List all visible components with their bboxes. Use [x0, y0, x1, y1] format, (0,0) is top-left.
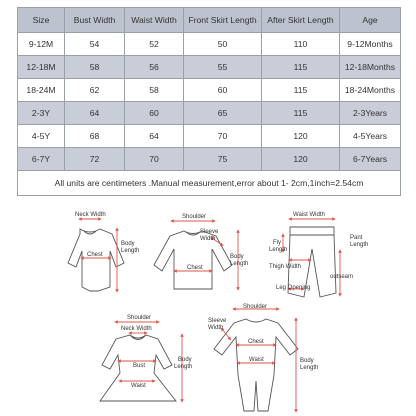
table-row	[18, 148, 401, 171]
header-waist-width: Waist Width	[125, 8, 184, 33]
dress-shoulder-label: Shoulder	[127, 315, 152, 321]
pants-pant-label-2: Length	[350, 242, 369, 248]
cell-size: 9-12M	[18, 33, 65, 56]
cell-after: 120	[262, 125, 340, 148]
table-row	[18, 56, 401, 79]
shirt-sleeve-label-2: Width	[200, 236, 216, 242]
table-row	[18, 125, 401, 148]
size-chart-table	[17, 7, 401, 196]
dress-body-label-2: Length	[174, 364, 193, 370]
jumpsuit-chest-label: Chest	[248, 339, 264, 345]
cell-after: 120	[262, 148, 340, 171]
header-after-skirt-length: After Skirt Length	[262, 8, 340, 33]
pants-fly-label-1: Fly	[273, 240, 281, 246]
shirt-chest-label: Chest	[187, 265, 203, 271]
cell-after: 110	[262, 33, 340, 56]
cell-bust: 54	[65, 33, 125, 56]
cell-front: 70	[184, 125, 262, 148]
cell-waist: 58	[125, 79, 184, 102]
romper-neck-label: Neck Width	[75, 212, 106, 218]
table-row	[18, 33, 401, 56]
romper-body-label-2: Length	[121, 248, 140, 254]
cell-bust: 68	[65, 125, 125, 148]
pants-outseam-label: outseam	[330, 274, 354, 280]
cell-bust: 58	[65, 56, 125, 79]
cell-size: 12-18M	[18, 56, 65, 79]
jumpsuit-diagram	[208, 304, 318, 411]
romper-diagram	[68, 212, 139, 291]
header-bust-width: Bust Width	[65, 8, 125, 33]
jumpsuit-body-label-2: Length	[300, 365, 319, 371]
dress-bust-label: Bust	[133, 363, 146, 369]
cell-size: 4-5Y	[18, 125, 65, 148]
cell-waist: 56	[125, 56, 184, 79]
romper-body-label-1: Body	[121, 241, 135, 247]
shirt-diagram	[154, 214, 248, 289]
pants-pant-label-1: Pant	[350, 235, 363, 241]
cell-size: 18-24M	[18, 79, 65, 102]
jumpsuit-sleeve-label-2: Width	[208, 325, 224, 331]
cell-bust: 72	[65, 148, 125, 171]
cell-front: 65	[184, 102, 262, 125]
shirt-shoulder-label: Shoulder	[182, 214, 207, 220]
dress-neck-label: Neck Width	[121, 326, 152, 332]
cell-size: 2-3Y	[18, 102, 65, 125]
cell-waist: 64	[125, 125, 184, 148]
cell-front: 55	[184, 56, 262, 79]
dress-waist-label: Waist	[131, 383, 146, 389]
measurement-diagrams	[0, 205, 416, 416]
table-row	[18, 102, 401, 125]
cell-after: 115	[262, 79, 340, 102]
cell-age: 6-7Years	[340, 148, 401, 171]
pants-leg-label: Leg Opening	[276, 285, 311, 291]
jumpsuit-sleeve-label-1: Sleeve	[208, 318, 227, 324]
pants-waist-label: Waist Width	[293, 212, 325, 218]
cell-age: 9-12Months	[340, 33, 401, 56]
pants-fly-label-2: Length	[269, 247, 288, 253]
pants-thigh-label: Thigh Width	[269, 264, 302, 270]
jumpsuit-shoulder-label: Shoulder	[243, 304, 268, 310]
cell-age: 12-18Months	[340, 56, 401, 79]
table-note-row	[18, 171, 401, 196]
cell-front: 50	[184, 33, 262, 56]
cell-bust: 64	[65, 102, 125, 125]
cell-front: 75	[184, 148, 262, 171]
cell-waist: 70	[125, 148, 184, 171]
pants-diagram	[269, 212, 368, 297]
table-header-row	[18, 8, 401, 33]
cell-waist: 52	[125, 33, 184, 56]
cell-after: 115	[262, 102, 340, 125]
cell-waist: 60	[125, 102, 184, 125]
romper-chest-label: Chest	[87, 252, 103, 258]
dress-diagram	[100, 315, 192, 401]
jumpsuit-body-label-1: Body	[300, 358, 314, 364]
dress-body-label-1: Body	[178, 357, 192, 363]
cell-bust: 62	[65, 79, 125, 102]
cell-age: 18-24Months	[340, 79, 401, 102]
header-front-skirt-length: Front Skirt Length	[184, 8, 262, 33]
table-row	[18, 79, 401, 102]
shirt-body-label-2: Length	[230, 261, 249, 267]
cell-front: 60	[184, 79, 262, 102]
cell-size: 6-7Y	[18, 148, 65, 171]
jumpsuit-waist-label: Waist	[249, 357, 264, 363]
cell-after: 115	[262, 56, 340, 79]
cell-age: 2-3Years	[340, 102, 401, 125]
measurement-note: All units are centimeters .Manual measurement,error about 1- 2cm,1inch=2.54cm	[18, 171, 401, 196]
shirt-sleeve-label-1: Sleeve	[200, 229, 219, 235]
shirt-body-label-1: Body	[230, 254, 244, 260]
header-age: Age	[340, 8, 401, 33]
header-size: Size	[18, 8, 65, 33]
cell-age: 4-5Years	[340, 125, 401, 148]
